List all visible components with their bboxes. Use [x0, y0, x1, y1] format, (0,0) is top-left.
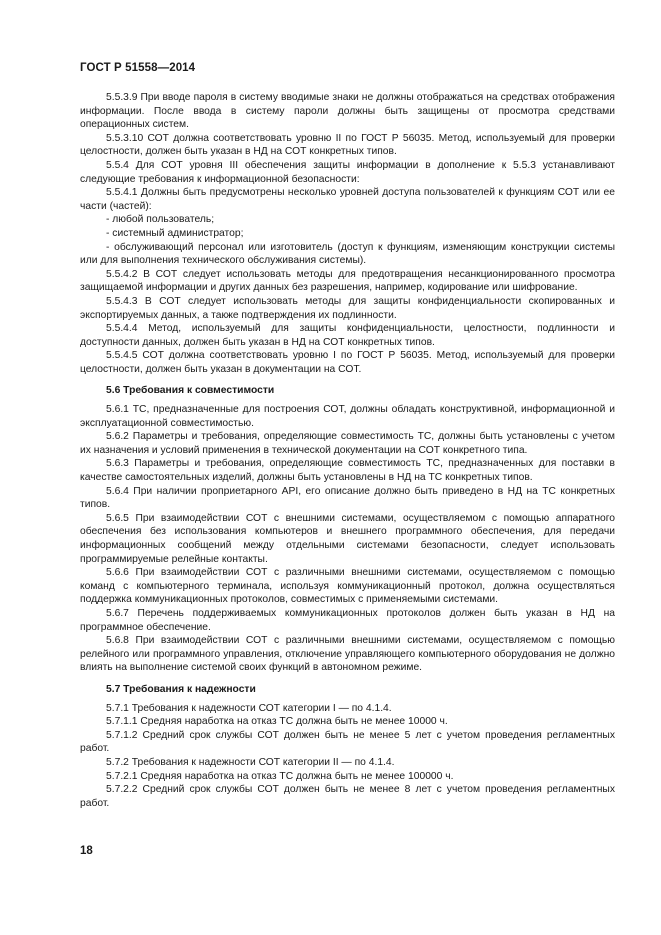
- paragraph: 5.7.1.2 Средний срок службы СОТ должен быть не менее 5 лет с учетом проведения регламентных работ.: [80, 729, 615, 755]
- paragraph: 5.5.4.5 СОТ должна соответствовать уровню I по ГОСТ Р 56035. Метод, используемый для проверки целостности, должен быть указан в документации на СОТ.: [80, 350, 615, 375]
- document-header: ГОСТ Р 51558—2014: [80, 62, 196, 74]
- page-number: 18: [80, 845, 93, 857]
- paragraph: 5.5.4.4 Метод, используемый для защиты конфиденциальности, целостности, подлинности и доступности данных, должен быть указан в НД на СОТ конкретных типов.: [80, 323, 615, 348]
- paragraph: 5.6.6 При взаимодействии СОТ с различными внешними системами, осуществляемом с помощью команд с компьютерного терминала, используя коммуникационный протокол, должна осуществляться поддержка коммуникационных протоколов, совместимых с применяемыми системами.: [80, 567, 615, 606]
- paragraph: 5.7.2.2 Средний срок службы СОТ должен быть не менее 8 лет с учетом проведения регламентных работ.: [80, 784, 615, 809]
- list-item: - системный администратор;: [106, 227, 244, 239]
- paragraph: 5.6.7 Перечень поддерживаемых коммуникационных протоколов должен быть указан в НД на программное обеспечение.: [80, 607, 615, 633]
- paragraph: 5.5.4.2 В СОТ следует использовать методы для предотвращения несанкционированного просмотра защищаемой информации и других данных без разрешения, например, кодирование или шифрование.: [80, 268, 615, 294]
- document-body: [80, 91, 615, 810]
- paragraph: 5.7.1.1 Средняя наработка на отказ ТС должна быть не менее 10000 ч.: [106, 716, 448, 728]
- paragraph: 5.6.2 Параметры и требования, определяющие совместимость ТС, должны быть установлены с учетом их назначения и условий применения в технической документации на СОТ конкретного типа.: [80, 431, 615, 456]
- paragraph: 5.6.5 При взаимодействии СОТ с внешними системами, осуществляемом с помощью аппаратного обеспечения без использования компьютеров и внешнего программного обеспечения, для передачи информационных сообщений между отдельными системами безопасности, следует использовать программируемые релейные контакты.: [80, 512, 615, 565]
- paragraph: 5.5.3.9 При вводе пароля в систему вводимые знаки не должны отображаться на средствах отображения информации. После ввода в систему пароли должны быть защищены от просмотра средствами операционных систем.: [80, 92, 615, 131]
- paragraph: 5.6.3 Параметры и требования, определяющие совместимость ТС, предназначенных для поставки в качестве самостоятельных изделий, должны быть установлены в НД на ТС конкретных типов.: [80, 458, 615, 484]
- section-heading: 5.7 Требования к надежности: [106, 683, 256, 695]
- paragraph: 5.5.3.10 СОТ должна соответствовать уровню II по ГОСТ Р 56035. Метод, используемый для проверки целостности, должен быть указан в НД на СОТ конкретных типов.: [80, 132, 615, 158]
- paragraph: 5.7.1 Требования к надежности СОТ категории I — по 4.1.4.: [106, 702, 392, 714]
- paragraph: 5.5.4 Для СОТ уровня III обеспечения защиты информации в дополнение к 5.5.3 устанавливают следующие требования к информационной безопасности:: [80, 159, 615, 185]
- section-heading: 5.6 Требования к совместимости: [106, 385, 275, 397]
- paragraph: 5.6.8 При взаимодействии СОТ с различными внешними системами, осуществляемом с помощью релейного или программного управления, отключение управляющего компьютерного оборудования не должно влиять на выполнение системой своих функций в автономном режиме.: [80, 635, 615, 674]
- paragraph: 5.5.4.3 В СОТ следует использовать методы для защиты конфиденциальности скопированных и экспортируемых данных, а также подтверждения их подлинности.: [80, 295, 615, 321]
- paragraph: 5.5.4.1 Должны быть предусмотрены несколько уровней доступа пользователей к функциям СОТ или ее части (частей):: [80, 187, 615, 212]
- paragraph: 5.6.4 При наличии проприетарного API, его описание должно быть приведено в НД на ТС конкретных типов.: [80, 485, 615, 511]
- list-item: - любой пользователь;: [106, 214, 215, 226]
- paragraph: 5.7.2 Требования к надежности СОТ категории II — по 4.1.4.: [106, 756, 395, 768]
- list-item: - обслуживающий персонал или изготовитель (доступ к функциям, изменяющим конструкции системы или для выполнения технического обслуживания системы).: [80, 241, 615, 267]
- paragraph: 5.7.2.1 Средняя наработка на отказ ТС должна быть не менее 100000 ч.: [106, 770, 454, 782]
- paragraph: 5.6.1 ТС, предназначенные для построения СОТ, должны обладать конструктивной, информационной и эксплуатационной совместимостью.: [80, 404, 615, 429]
